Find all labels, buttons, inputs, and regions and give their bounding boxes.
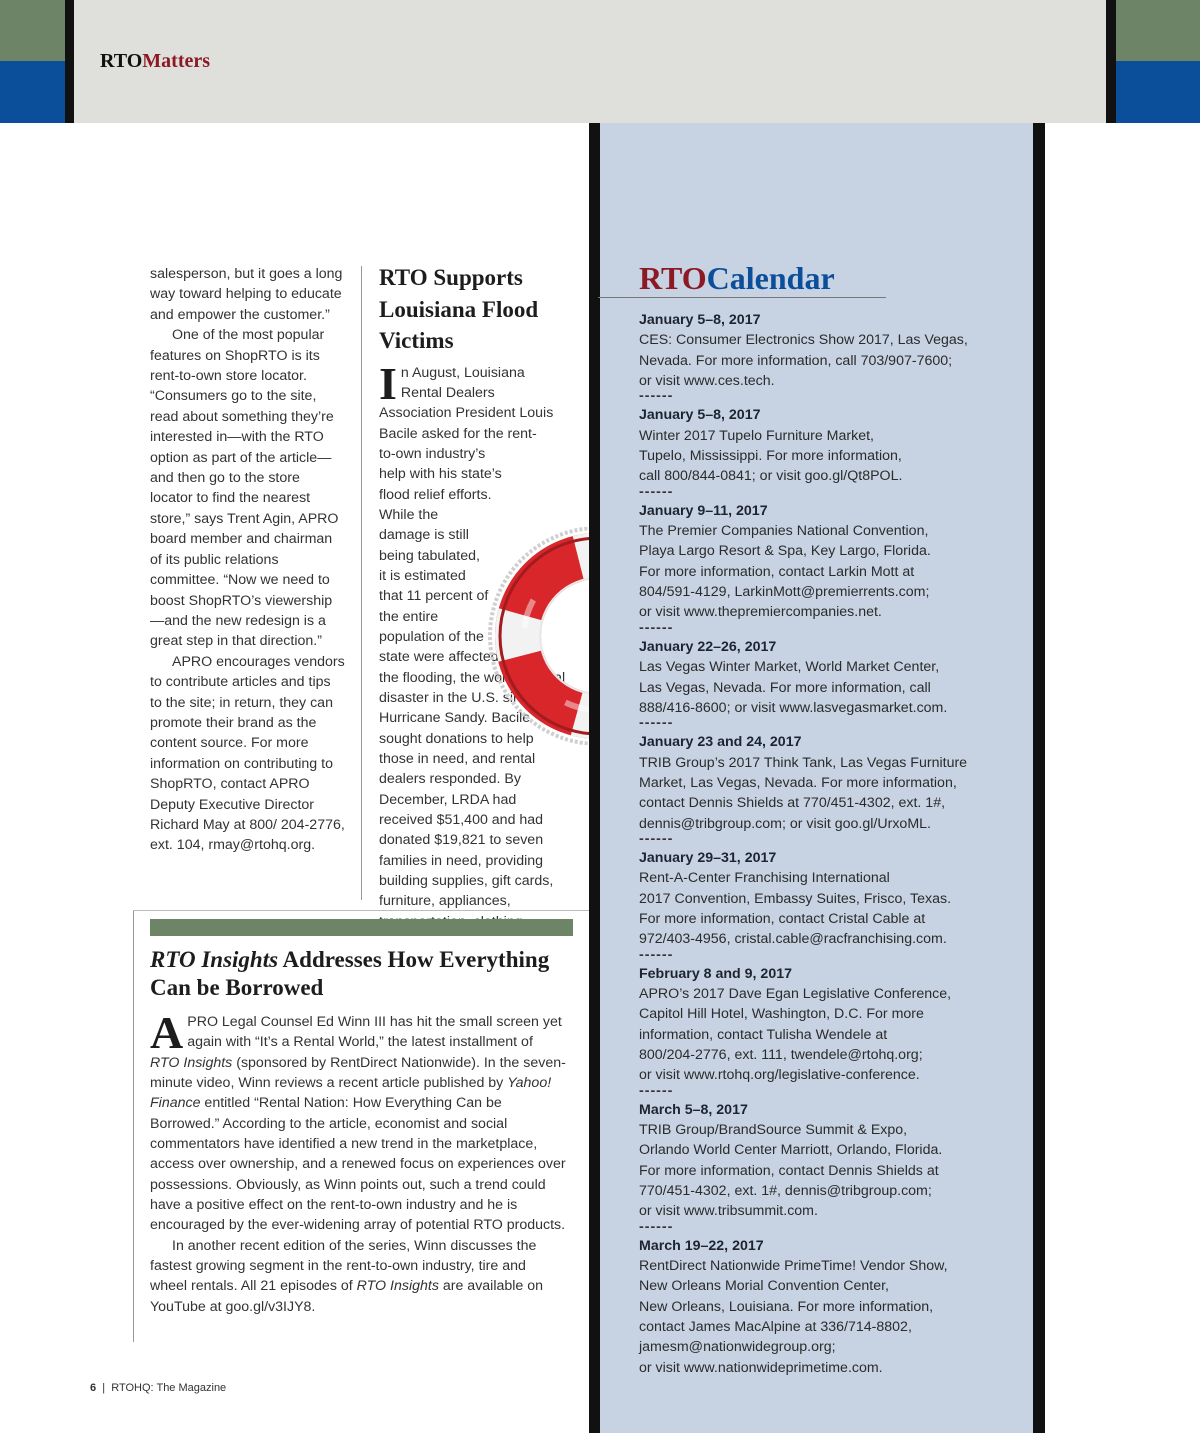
event-detail-line: TRIB Group/BrandSource Summit & Expo, (639, 1122, 908, 1139)
event-separator: ------ (639, 946, 674, 963)
event-separator: ------ (639, 715, 674, 732)
event-detail-line: For more information, contact Larkin Mott at (639, 563, 915, 580)
paragraph: One of the most popular features on ShopRTO is its rent-to-own store locator. “Consumers go to the site, read about something they’re interested in—with the RTO option as part of the article—and then go to the store locator to find the nearest store,” says Trent Agin, APRO board member and chairman of its public relations committee. “Now we need to boost ShopRTO’s viewership—and the new redesign is a great step in that direction.” (150, 327, 339, 650)
text-run: In another recent edition of the series, Winn discusses the fastest growing segment in the rent-to-own industry, tire and wheel rentals. All 21 episodes of (150, 1237, 537, 1295)
page-number: 6 (90, 1382, 97, 1394)
text-run: (sponsored by RentDirect Nationwide). In the seven-minute video, Winn reviews a recent article published by (150, 1054, 566, 1092)
section-brand (100, 50, 210, 73)
calendar-event (639, 1236, 1024, 1378)
event-detail-line: Rent-A-Center Franchising International (639, 870, 890, 887)
calendar-event (639, 848, 1024, 950)
calendar-title-rto: RTO (639, 260, 707, 296)
brand-part-rto: RTO (100, 50, 143, 72)
event-detail-line: CES: Consumer Electronics Show 2017, Las Vegas, (639, 332, 968, 349)
paragraph: salesperson, but it goes a long way toward helping to educate and empower the customer.” (150, 266, 343, 323)
event-detail-line: dennis@tribgroup.com; or visit goo.gl/UrxoML. (639, 815, 931, 832)
calendar-event (639, 1100, 1024, 1222)
article-title: RTO Supports Louisiana Flood Victims (379, 265, 539, 353)
article-continued-column (150, 264, 346, 856)
calendar-event (639, 310, 1024, 391)
event-detail-line: contact Dennis Shields at 770/451-4302, ext. 1#, (639, 795, 946, 812)
paragraph: APRO encourages vendors to contribute articles and tips to the site; in return, they can promote their brand as the content source. For more information on contributing to ShopRTO, contact APRO Deputy Executive Director Richard May at 800/ 204-2776, ext. 104, rmay@rtohq.org. (150, 653, 345, 854)
section-divider-vertical (133, 910, 134, 1342)
event-separator: ------ (639, 1218, 674, 1235)
event-detail-line: Capitol Hill Hotel, Washington, D.C. For more (639, 1006, 924, 1023)
event-date: March 19–22, 2017 (639, 1237, 764, 1254)
title-italic: RTO Insights (150, 947, 279, 972)
paragraph (150, 1007, 566, 1236)
publication-name: RTOHQ: The Magazine (111, 1382, 227, 1394)
event-date: January 29–31, 2017 (639, 849, 777, 866)
event-separator: ------ (639, 483, 674, 500)
event-detail-line: RentDirect Nationwide PrimeTime! Vendor Show, (639, 1258, 948, 1275)
text-italic: Yahoo! Finance (150, 1075, 552, 1112)
calendar-title (639, 256, 835, 300)
event-detail-line: Tupelo, Mississippi. For more information, (639, 448, 902, 465)
event-detail-line: 972/403-4956, cristal.cable@racfranchising.com. (639, 931, 947, 948)
event-date: January 5–8, 2017 (639, 407, 761, 424)
event-detail-line: 800/204-2776, ext. 111, twendele@rtohq.org; (639, 1047, 923, 1063)
event-detail-line: For more information, contact Cristal Cable at (639, 910, 926, 927)
event-detail-line: Playa Largo Resort & Spa, Key Largo, Florida. (639, 543, 931, 560)
event-detail-line: jamesm@nationwidegroup.org; (639, 1339, 836, 1356)
event-detail-line: 888/416-8600; or visit www.lasvegasmarket.com. (639, 699, 948, 716)
event-detail-line: or visit www.rtohq.org/legislative-conference. (639, 1067, 920, 1084)
calendar-title-calendar: Calendar (706, 260, 835, 296)
calendar-event (639, 501, 1024, 623)
text-run: PRO Legal Counsel Ed Winn III has hit the small screen yet again with “It’s a Rental World,” the latest installment of (187, 1014, 562, 1051)
event-detail-line: TRIB Group’s 2017 Think Tank, Las Vegas Furniture (639, 754, 968, 771)
calendar-title-rule (598, 297, 886, 298)
event-detail-line: New Orleans, Louisiana. For more information, (639, 1298, 934, 1315)
event-detail-line: Las Vegas Winter Market, World Market Center, (639, 659, 940, 676)
event-detail-line: The Premier Companies National Convention, (639, 523, 929, 540)
event-detail-line: Las Vegas, Nevada. For more information, call (639, 679, 931, 696)
event-detail-line: call 800/844-0841; or visit goo.gl/Qt8POL. (639, 468, 903, 485)
brand-part-matters: Matters (142, 50, 211, 72)
event-date: January 5–8, 2017 (639, 312, 761, 328)
article-body (150, 1007, 566, 1317)
page-footer (90, 1382, 226, 1394)
event-detail-line: or visit www.tribsummit.com. (639, 1203, 818, 1220)
calendar-event-list (639, 310, 1024, 1378)
event-detail-line: 804/591-4129, LarkinMott@premierrents.com; (639, 584, 930, 601)
sidebar-border-right (1033, 123, 1045, 1433)
event-detail-line: For more information, contact Dennis Shields at (639, 1162, 939, 1179)
section-divider-horizontal (133, 910, 589, 911)
header-divider-right (1106, 0, 1116, 123)
event-separator: ------ (639, 388, 674, 405)
event-detail-line: Nevada. For more information, call 703/907-7600; (639, 352, 953, 369)
article-text: n August, Louisiana Rental Dealers Association President Louis Bacile asked for the rent-to-own industry’s help with his state’s flood relief efforts. While the damage is still being tabulated, it is estimated that 11 percent of the entire population of the state were affected by the flooding, the worst natural disaster in the U.S. since Hurricane Sandy. Bacile sought donations to help those in need, and rental dealers responded. By December, LRDA had received $51,400 and had donated $19,821 to seven families in need, providing building supplies, gift cards, furniture, appliances, (379, 364, 566, 910)
text-italic: RTO Insights (356, 1278, 439, 1295)
calendar-event (639, 732, 1024, 834)
article-rto-insights (150, 946, 566, 1317)
event-detail-line: Winter 2017 Tupelo Furniture Market, (639, 427, 874, 444)
paragraph (150, 1236, 566, 1317)
sidebar-border-left (589, 123, 600, 1433)
event-detail-line: or visit www.thepremiercompanies.net. (639, 604, 882, 621)
article-title (150, 946, 566, 1002)
text-run: are available on YouTube at goo.gl/v3IJY8. (150, 1278, 544, 1315)
event-detail-line: Market, Las Vegas, Nevada. For more information, (639, 774, 957, 791)
section-accent-bar (150, 919, 573, 936)
event-detail-line: or visit www.ces.tech. (639, 373, 775, 390)
event-detail-line: Orlando World Center Marriott, Orlando, Florida. (639, 1142, 943, 1159)
calendar-event (639, 405, 1024, 486)
event-date: February 8 and 9, 2017 (639, 965, 792, 982)
text-italic: RTO Insights (150, 1054, 233, 1071)
footer-separator: | (102, 1382, 106, 1394)
header-divider-left (65, 0, 74, 123)
event-detail-line: 2017 Convention, Embassy Suites, Frisco, Texas. (639, 890, 952, 907)
event-date: March 5–8, 2017 (639, 1101, 748, 1118)
drop-cap: I (379, 357, 397, 409)
event-detail-line: contact James MacAlpine at 336/714-8802, (639, 1319, 912, 1336)
event-separator: ------ (639, 619, 674, 636)
text-run: entitled “Rental Nation: How Everything Can be Borrowed.” According to the article, economist and social commentators have identified a new trend in the marketplace, access over ownership, and a renewed focus on experiences over possessions. Obviously, as Winn points out, such a trend could have a positive effect on the rent-to-own industry and he is encouraged by the ever-widening array of potential RTO products. (150, 1095, 566, 1234)
drop-cap: A (150, 1007, 184, 1058)
calendar-event (639, 637, 1024, 718)
header-color-strip-right (1116, 0, 1200, 123)
life-ring-icon (486, 527, 590, 745)
event-detail-line: 770/451-4302, ext. 1#, dennis@tribgroup.com; (639, 1183, 932, 1200)
calendar-event (639, 964, 1024, 1086)
event-date: January 22–26, 2017 (639, 638, 777, 655)
event-detail-line: or visit www.nationwideprimetime.com. (639, 1359, 883, 1376)
event-separator: ------ (639, 1082, 674, 1099)
header-color-strip-left (0, 0, 65, 123)
event-date: January 23 and 24, 2017 (639, 734, 802, 751)
title-rest: Addresses How Everything Can be Borrowed (150, 947, 550, 1000)
event-detail-line: information, contact Tulisha Wendele at (639, 1026, 888, 1043)
event-date: January 9–11, 2017 (639, 502, 768, 519)
column-divider (361, 266, 362, 900)
event-detail-line: APRO’s 2017 Dave Egan Legislative Conference, (639, 985, 952, 1002)
event-separator: ------ (639, 830, 674, 847)
event-detail-line: New Orleans Morial Convention Center, (639, 1278, 889, 1295)
